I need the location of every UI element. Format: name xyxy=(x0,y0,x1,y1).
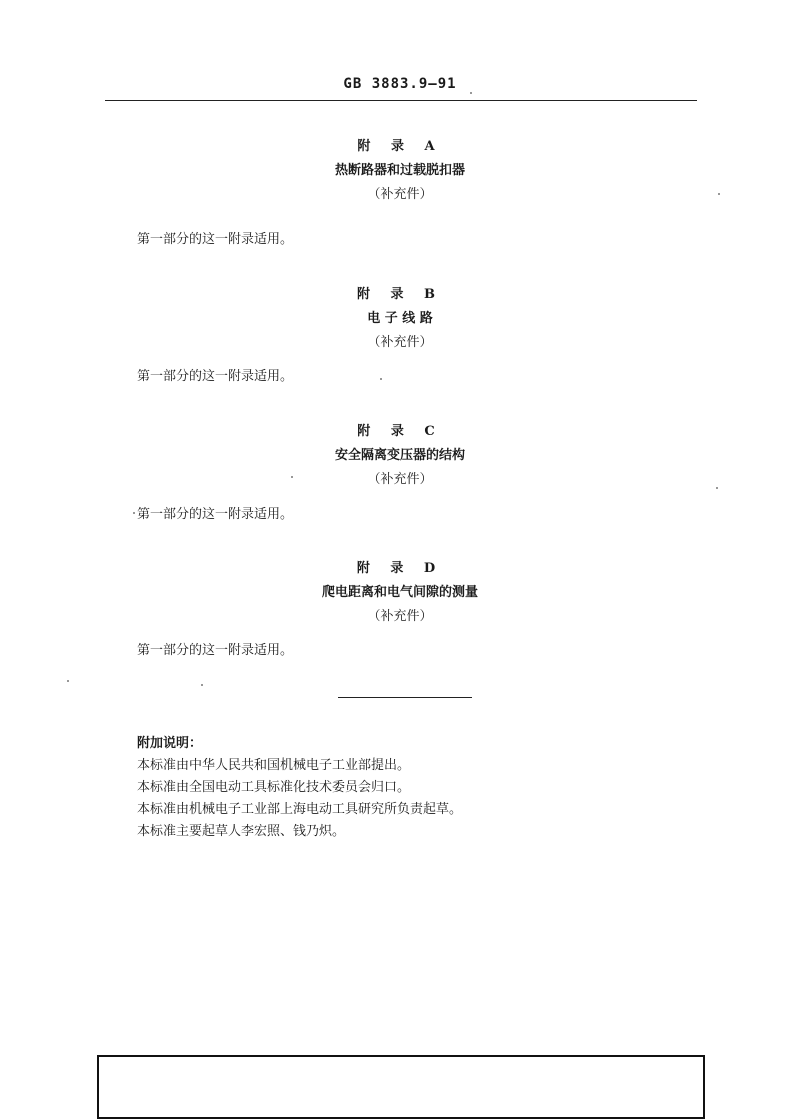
additional-notes-heading: 附加说明： xyxy=(137,736,203,751)
additional-note-line: 本标准由全国电动工具标准化技术委员会归口。 xyxy=(137,780,411,795)
annex-c-heading xyxy=(0,423,800,495)
annex-title: 安全隔离变压器的结构 xyxy=(334,448,465,463)
section-divider xyxy=(338,697,472,698)
header-rule xyxy=(105,100,697,101)
additional-notes xyxy=(137,735,462,845)
annex-label: 附 录 D xyxy=(356,561,444,576)
annex-note: （补充件） xyxy=(367,472,433,487)
annex-b-heading xyxy=(0,286,800,358)
scan-speck xyxy=(716,487,718,489)
annex-d-heading xyxy=(0,560,800,632)
annex-note: （补充件） xyxy=(367,609,433,624)
annex-title: 热断路器和过载脱扣器 xyxy=(334,163,465,178)
annex-a-heading xyxy=(0,138,800,210)
scan-speck xyxy=(380,378,382,380)
scan-speck xyxy=(718,193,720,195)
additional-note-line: 本标准主要起草人李宏照、钱乃炽。 xyxy=(137,824,346,839)
scan-speck xyxy=(470,92,472,94)
annex-b-body: 第一部分的这一附录适用。 xyxy=(137,369,294,384)
annex-note: （补充件） xyxy=(367,335,433,350)
bottom-frame-border xyxy=(97,1055,705,1119)
annex-title: 电 子 线 路 xyxy=(367,311,433,326)
annex-d-body: 第一部分的这一附录适用。 xyxy=(137,643,294,658)
scan-speck xyxy=(133,512,135,514)
scan-speck xyxy=(67,680,69,682)
annex-a-body: 第一部分的这一附录适用。 xyxy=(137,232,294,247)
standard-code: GB 3883.9—91 xyxy=(343,76,457,92)
scan-speck xyxy=(291,476,293,478)
annex-label: 附 录 A xyxy=(357,139,443,154)
additional-note-line: 本标准由机械电子工业部上海电动工具研究所负责起草。 xyxy=(137,802,463,817)
annex-c-body: 第一部分的这一附录适用。 xyxy=(137,507,294,522)
additional-note-line: 本标准由中华人民共和国机械电子工业部提出。 xyxy=(137,758,411,773)
annex-note: （补充件） xyxy=(367,187,433,202)
annex-title: 爬电距离和电气间隙的测量 xyxy=(321,585,478,600)
annex-label: 附 录 B xyxy=(356,287,444,302)
annex-label: 附 录 C xyxy=(357,424,443,439)
scan-speck xyxy=(201,684,203,686)
